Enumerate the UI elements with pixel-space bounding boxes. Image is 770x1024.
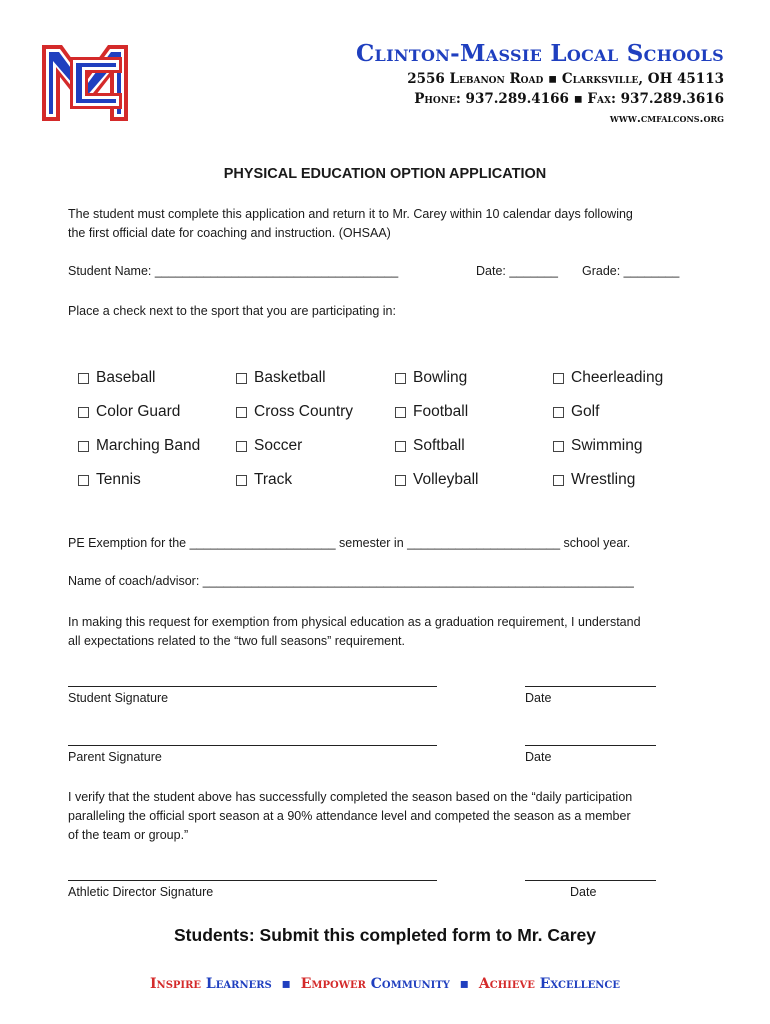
sport-checkbox-cheerleading[interactable] [553,369,663,387]
sport-checkbox-volleyball[interactable] [395,471,479,489]
checkbox-icon[interactable] [236,441,247,452]
ad-signature-line[interactable] [68,880,437,881]
sport-label: Volleyball [413,471,479,488]
parent-date-label: Date [525,750,552,764]
motto-word: Inspire [150,976,202,992]
ad-date-line[interactable] [525,880,656,881]
check-instruction: Place a check next to the sport that you are participating in: [68,304,396,318]
checkbox-icon[interactable] [78,407,89,418]
sport-label: Basketball [254,369,326,386]
sport-label: Tennis [96,471,141,488]
sport-checkbox-track[interactable] [236,471,292,489]
verify-line-3: of the team or group.” [68,828,189,842]
sport-label: Swimming [571,437,643,454]
parent-signature-label: Parent Signature [68,750,162,764]
sport-label: Softball [413,437,465,454]
school-website[interactable]: www.cmfalcons.org [609,111,724,125]
checkbox-icon[interactable] [553,373,564,384]
sport-checkbox-marching-band[interactable] [78,437,200,455]
motto-separator: ▪ [281,976,292,992]
school-address: 2556 Lebanon Road ▪ Clarksville, OH 45113 [407,71,724,87]
motto-word: Empower [300,976,366,992]
checkbox-icon[interactable] [78,441,89,452]
sport-label: Soccer [254,437,303,454]
sport-checkbox-swimming[interactable] [553,437,642,455]
request-line-1: In making this request for exemption from physical education as a graduation requirement, I understand [68,615,641,629]
sport-label: Wrestling [571,471,636,488]
form-title: PHYSICAL EDUCATION OPTION APPLICATION [223,166,547,182]
motto-word: Community [370,976,450,992]
sport-checkbox-softball[interactable] [395,437,465,455]
request-line-2: all expectations related to the “two full seasons” requirement. [68,634,405,648]
sport-label: Baseball [96,369,156,386]
sport-label: Football [413,403,469,420]
sport-label: Marching Band [96,437,201,454]
school-phone: Phone: 937.289.4166 ▪ Fax: 937.289.3616 [414,91,724,107]
sport-label: Bowling [413,369,468,386]
sport-checkbox-wrestling[interactable] [553,471,635,489]
student-signature-line[interactable] [68,686,437,687]
ad-signature-label: Athletic Director Signature [68,885,214,899]
checkbox-icon[interactable] [395,475,406,486]
date-field[interactable]: Date: _______ [476,264,559,278]
sport-checkbox-color-guard[interactable] [78,403,180,421]
verify-line-1: I verify that the student above has successfully completed the season based on the “daily participation [68,790,633,804]
ad-date-label: Date [570,885,597,899]
checkbox-icon[interactable] [236,407,247,418]
student-date-line[interactable] [525,686,656,687]
student-signature-label: Student Signature [68,691,169,705]
checkbox-icon[interactable] [78,373,89,384]
sport-checkbox-golf[interactable] [553,403,599,421]
parent-signature-line[interactable] [68,745,437,746]
sport-checkbox-basketball[interactable] [236,369,326,387]
checkbox-icon[interactable] [78,475,89,486]
footer-motto [0,976,770,992]
sport-label: Color Guard [96,403,181,420]
intro-line-1: The student must complete this application and return it to Mr. Carey within 10 calendar days following [68,207,633,221]
intro-line-2: the first official date for coaching and instruction. (OHSAA) [68,226,391,240]
checkbox-icon[interactable] [236,373,247,384]
exemption-field[interactable]: PE Exemption for the _____________________ semester in ______________________ school year. [68,536,631,550]
sport-checkbox-bowling[interactable] [395,369,467,387]
sport-checkbox-soccer[interactable] [236,437,302,455]
checkbox-icon[interactable] [553,475,564,486]
checkbox-icon[interactable] [395,441,406,452]
submit-instruction: Students: Submit this completed form to Mr. Carey [174,925,596,945]
checkbox-icon[interactable] [236,475,247,486]
sport-checkbox-football[interactable] [395,403,468,421]
cm-monogram-logo-icon [40,37,130,129]
sport-label: Cheerleading [571,369,664,386]
student-date-label: Date [525,691,552,705]
sport-label: Golf [571,403,600,420]
sport-label: Cross Country [254,403,354,420]
checkbox-icon[interactable] [395,407,406,418]
sport-checkbox-cross-country[interactable] [236,403,353,421]
checkbox-icon[interactable] [553,441,564,452]
verify-line-2: paralleling the official sport season at a 90% attendance level and competed the season as a member [68,809,631,823]
sport-label: Track [254,471,293,488]
checkbox-icon[interactable] [395,373,406,384]
coach-advisor-field[interactable]: Name of coach/advisor: ______________________________________________________________ [68,574,634,588]
sport-checkbox-baseball[interactable] [78,369,155,387]
student-name-field[interactable]: Student Name: ___________________________________ [68,264,399,278]
grade-field[interactable]: Grade: ________ [582,264,680,278]
checkbox-icon[interactable] [553,407,564,418]
parent-date-line[interactable] [525,745,656,746]
motto-separator: ▪ [459,976,470,992]
motto-word: Learners [205,976,272,992]
motto-word: Achieve [478,976,535,992]
motto-word: Excellence [539,976,620,992]
school-name: Clinton-Massie Local Schools [355,40,724,67]
sport-checkbox-tennis[interactable] [78,471,141,489]
